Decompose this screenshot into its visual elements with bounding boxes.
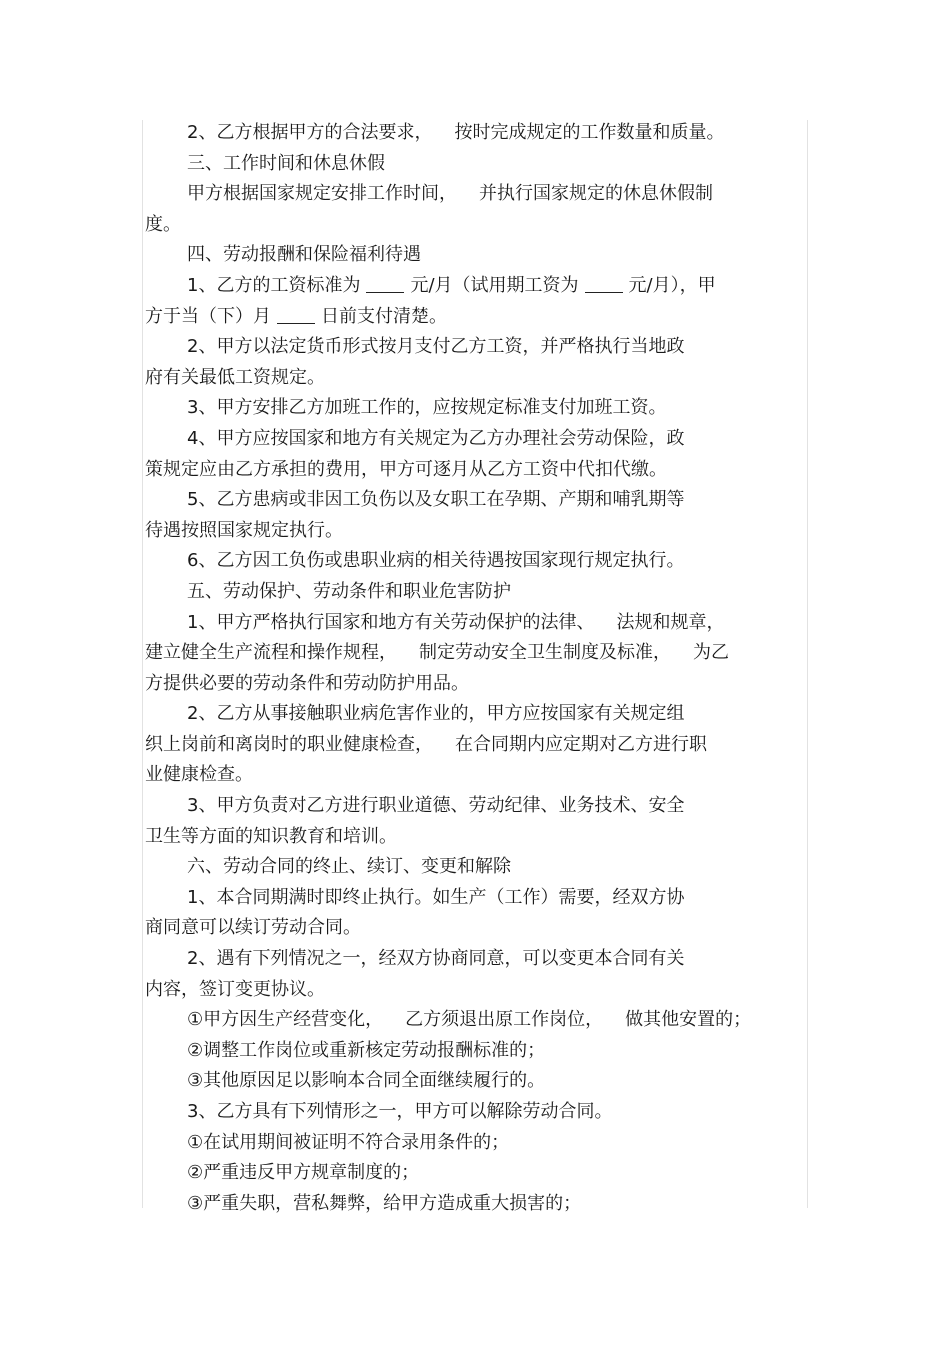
text-line: 1、乙方的工资标准为 元/月（试用期工资为 元/月），甲 <box>187 274 716 296</box>
text-line: 商同意可以续订劳动合同。 <box>145 917 361 939</box>
text-line: 方于当（下）月 日前支付清楚。 <box>145 305 447 327</box>
text-line: 1、甲方严格执行国家和地方有关劳动保护的法律、 法规和规章， <box>187 611 725 633</box>
text-line: 2、遇有下列情况之一，经双方协商同意，可以变更本合同有关 <box>187 948 685 970</box>
text-line: 织上岗前和离岗时的职业健康检查， 在合同期内应定期对乙方进行职 <box>145 733 707 755</box>
list-item: ③严重失职，营私舞弊，给甲方造成重大损害的； <box>187 1192 582 1214</box>
text-line: 方提供必要的劳动条件和劳动防护用品。 <box>145 672 469 694</box>
blank-field[interactable] <box>585 274 623 293</box>
section-heading: 五、劳动保护、劳动条件和职业危害防护 <box>187 580 511 602</box>
text-line: 策规定应由乙方承担的费用，甲方可逐月从乙方工资中代扣代缴。 <box>145 458 667 480</box>
list-item: ①甲方因生产经营变化， 乙方须退出原工作岗位， 做其他安置的； <box>187 1009 752 1031</box>
text-line: 3、甲方负责对乙方进行职业道德、劳动纪律、业务技术、安全 <box>187 795 685 817</box>
text-line: 6、乙方因工负伤或患职业病的相关待遇按国家现行规定执行。 <box>187 550 685 572</box>
blank-field[interactable] <box>277 305 315 324</box>
text-line: 业健康检查。 <box>145 764 253 786</box>
text-line: 卫生等方面的知识教育和培训。 <box>145 825 397 847</box>
list-item: ③其他原因足以影响本合同全面继续履行的。 <box>187 1070 546 1092</box>
section-heading: 六、劳动合同的终止、续订、变更和解除 <box>187 856 511 878</box>
text-line: 建立健全生产流程和操作规程， 制定劳动安全卫生制度及标准， 为乙 <box>145 642 729 664</box>
text-line: 4、甲方应按国家和地方有关规定为乙方办理社会劳动保险，政 <box>187 427 685 449</box>
text-line: 3、乙方具有下列情形之一，甲方可以解除劳动合同。 <box>187 1101 613 1122</box>
text-line: 府有关最低工资规定。 <box>145 366 325 388</box>
document-body <box>145 118 805 1219</box>
list-item: ②调整工作岗位或重新核定劳动报酬标准的； <box>187 1039 546 1061</box>
text-line: 甲方根据国家规定安排工作时间， 并执行国家规定的休息休假制 <box>187 183 713 205</box>
text-line: 2、甲方以法定货币形式按月支付乙方工资，并严格执行当地政 <box>187 336 685 358</box>
blank-field[interactable] <box>366 274 404 293</box>
text-line: 5、乙方患病或非因工负伤以及女职工在孕期、产期和哺乳期等 <box>187 489 685 511</box>
text-line: 1、本合同期满时即终止执行。如生产（工作）需要，经双方协 <box>187 886 685 908</box>
list-item: ②严重违反甲方规章制度的； <box>187 1162 420 1184</box>
text-line: 2、乙方从事接触职业病危害作业的，甲方应按国家有关规定组 <box>187 703 685 725</box>
text-line: 3、甲方安排乙方加班工作的，应按规定标准支付加班工资。 <box>187 397 667 419</box>
section-heading: 四、劳动报酬和保险福利待遇 <box>187 244 421 266</box>
list-item: ①在试用期间被证明不符合录用条件的； <box>187 1131 510 1153</box>
text-line: 内容，签订变更协议。 <box>145 978 325 1000</box>
text-line: 待遇按照国家规定执行。 <box>145 519 343 541</box>
section-heading: 三、工作时间和休息休假 <box>187 152 385 174</box>
text-line: 2、乙方根据甲方的合法要求， 按时完成规定的工作数量和质量。 <box>187 122 725 143</box>
text-line: 度。 <box>145 213 181 235</box>
